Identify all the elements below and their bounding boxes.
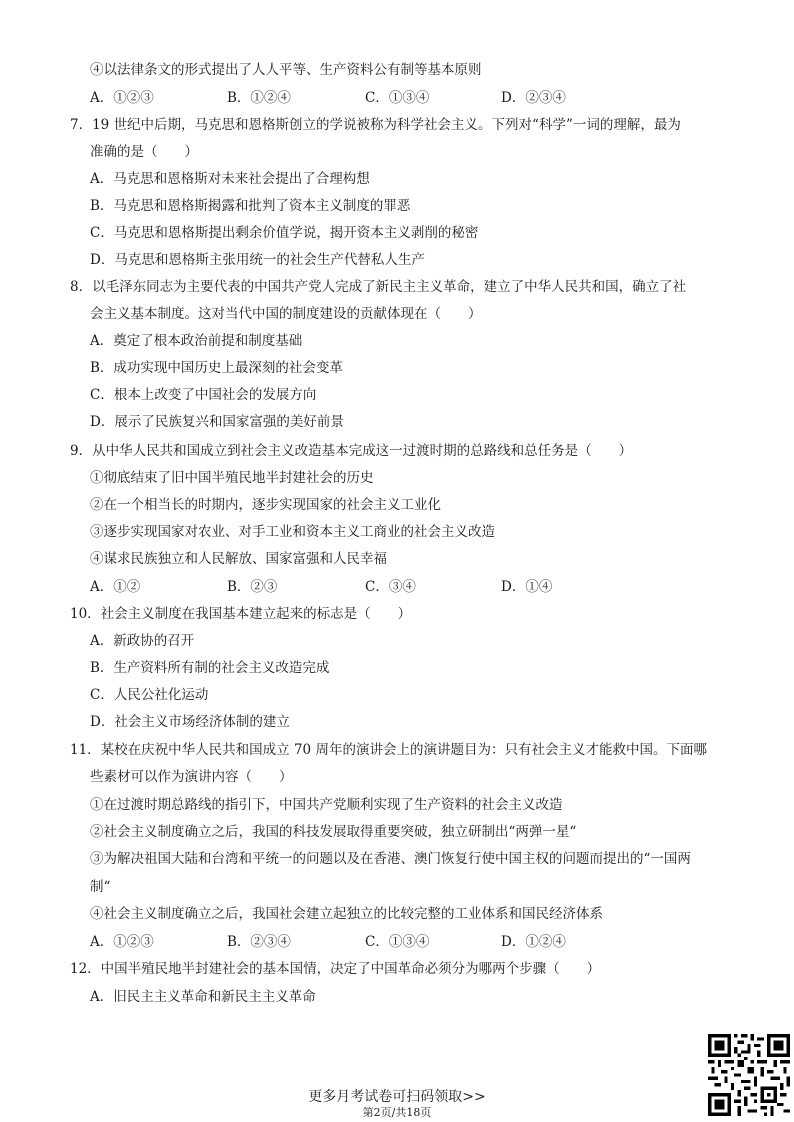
option-b[interactable]: B．①②④ — [227, 90, 291, 106]
option-c[interactable]: C．人民公社化运动 — [90, 687, 209, 703]
option-b[interactable]: B．②③④ — [227, 934, 291, 950]
statement-item: ④以法律条文的形式提出了人人平等、生产资料公有制等基本原则 — [90, 62, 482, 78]
option-c[interactable]: C．③④ — [365, 579, 416, 595]
option-d[interactable]: D．展示了民族复兴和国家富强的美好前景 — [90, 414, 344, 430]
option-a[interactable]: A．新政协的召开 — [90, 633, 195, 649]
question-stem: 7．19 世纪中后期，马克思和恩格斯创立的学说被称为科学社会主义。下列对“科学”一词的理解，最为 — [70, 117, 681, 133]
option-c[interactable]: C．①③④ — [365, 90, 430, 106]
question-stem: 12．中国半殖民地半封建社会的基本国情，决定了中国革命必须分为哪两个步骤（ ） — [70, 961, 601, 977]
option-c[interactable]: C．根本上改变了中国社会的发展方向 — [90, 387, 317, 403]
question-stem-cont: 些素材可以作为演讲内容（ ） — [90, 769, 293, 785]
statement-item: ④谋求民族独立和人民解放、国家富强和人民幸福 — [90, 551, 387, 567]
statement-item: ①彻底结束了旧中国半殖民地半封建社会的历史 — [90, 470, 374, 486]
option-b[interactable]: B．②③ — [227, 579, 278, 595]
option-b[interactable]: B．成功实现中国历史上最深刻的社会变革 — [90, 360, 343, 376]
statement-item: ②社会主义制度确立之后，我国的科技发展取得重要突破，独立研制出“两弹一星“ — [90, 824, 577, 840]
option-a[interactable]: A．马克思和恩格斯对未来社会提出了合理构想 — [90, 171, 370, 187]
option-a[interactable]: A．旧民主主义革命和新民主主义革命 — [90, 989, 316, 1005]
question-stem: 8．以毛泽东同志为主要代表的中国共产党人完成了新民主主义革命，建立了中华人民共和国，确立了社 — [70, 279, 687, 295]
question-stem: 9．从中华人民共和国成立到社会主义改造基本完成这一过渡时期的总路线和总任务是（ ） — [70, 443, 633, 459]
option-d[interactable]: D．马克思和恩格斯主张用统一的社会生产代替私人生产 — [90, 252, 425, 268]
option-a[interactable]: A．奠定了根本政治前提和制度基础 — [90, 333, 303, 349]
option-a[interactable]: A．①②③ — [90, 934, 154, 950]
option-a[interactable]: A．①②③ — [90, 90, 154, 106]
statement-item: ①在过渡时期总路线的指引下，中国共产党顺利实现了生产资料的社会主义改造 — [90, 797, 563, 813]
option-c[interactable]: C．①③④ — [365, 934, 430, 950]
statement-item: ③为解决祖国大陆和台湾和平统一的问题以及在香港、澳门恢复行使中国主权的问题而提出的“一国两 — [90, 851, 691, 867]
option-d[interactable]: D．②③④ — [501, 90, 566, 106]
footer-promo-text[interactable]: 更多月考试卷可扫码领取>> — [308, 1089, 486, 1105]
option-b[interactable]: B．生产资料所有制的社会主义改造完成 — [90, 660, 330, 676]
statement-item: ④社会主义制度确立之后，我国社会建立起独立的比较完整的工业体系和国民经济体系 — [90, 906, 603, 922]
page-number: 第2页/共18页 — [362, 1106, 432, 1119]
statement-item: ②在一个相当长的时期内，逐步实现国家的社会主义工业化 — [90, 497, 441, 513]
question-stem-cont: 会主义基本制度。这对当代中国的制度建设的贡献体现在（ ） — [90, 306, 482, 322]
option-d[interactable]: D．社会主义市场经济体制的建立 — [90, 714, 290, 730]
statement-item-cont: 制“ — [90, 879, 111, 895]
option-d[interactable]: D．①②④ — [501, 934, 566, 950]
option-a[interactable]: A．①② — [90, 579, 141, 595]
option-b[interactable]: B．马克思和恩格斯揭露和批判了资本主义制度的罪恶 — [90, 198, 411, 214]
question-stem: 11．某校在庆祝中华人民共和国成立 70 周年的演讲会上的演讲题目为：只有社会主义才能救中国。下面哪 — [70, 742, 707, 758]
option-c[interactable]: C．马克思和恩格斯提出剩余价值学说，揭开资本主义剥削的秘密 — [90, 225, 479, 241]
option-d[interactable]: D．①④ — [501, 579, 553, 595]
statement-item: ③逐步实现国家对农业、对手工业和资本主义工商业的社会主义改造 — [90, 524, 495, 540]
question-stem-cont: 准确的是（ ） — [90, 144, 198, 160]
question-stem: 10．社会主义制度在我国基本建立起来的标志是（ ） — [70, 606, 412, 622]
